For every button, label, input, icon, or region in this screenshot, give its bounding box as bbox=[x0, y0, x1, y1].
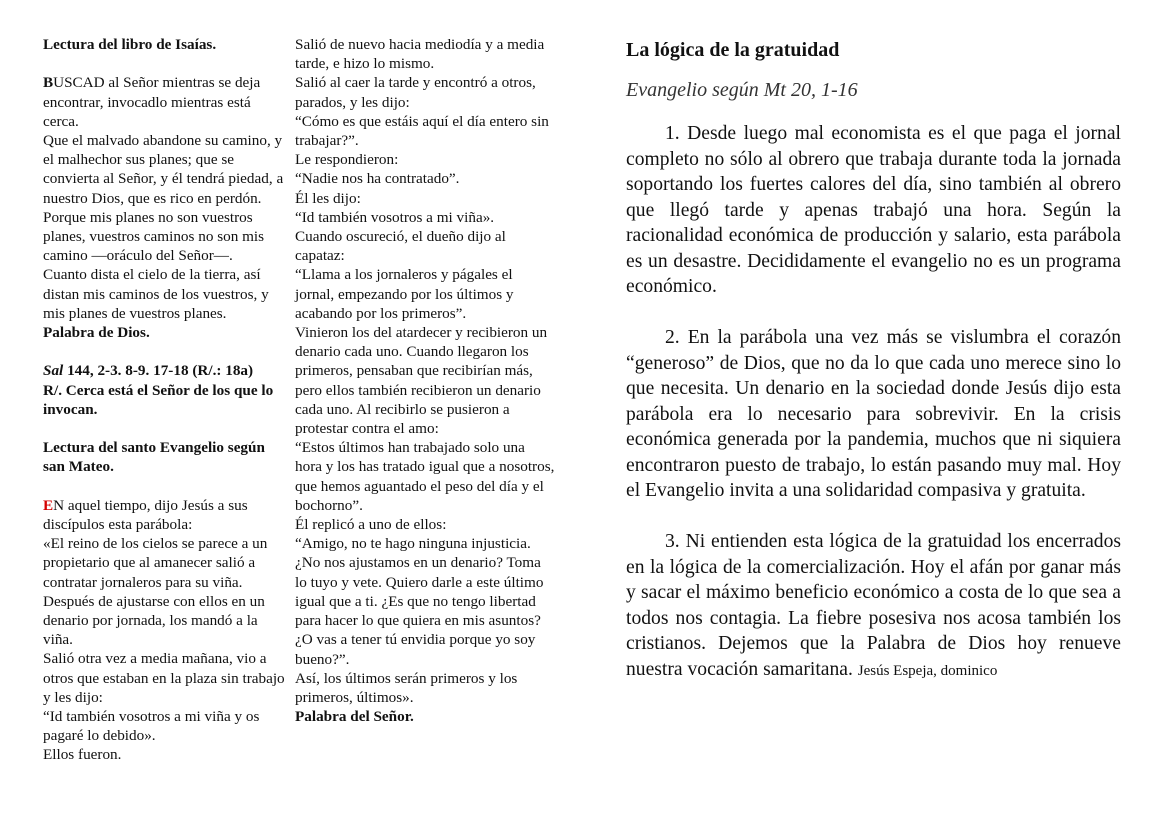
gospel-line: Vinieron los del atardecer y recibieron un denario cada uno. Cuando llegaron los primeros, pensaban que recibirían más, pero ellos también recibieron un denario cada uno. Al recibirlo se pusieron a protestar contra el amo: bbox=[295, 324, 548, 438]
commentary-paragraph-2: 2. En la parábola una vez más se vislumbra el corazón “generoso” de Dios, que no da lo que cada uno merece sino lo que necesita. Un denario en la sociedad donde Jesús dijo esta parábola era lo necesario para sobrevivir. En la crisis económica generada por la pandemia, muchos que ni siquiera encontraron puesto de trabajo, lo están pasando muy mal. Hoy el Evangelio invita a una solidaridad compasiva y gratuita. bbox=[626, 327, 1121, 501]
gospel-line: Él les dijo: bbox=[295, 189, 361, 207]
gospel-line: “Id también vosotros a mi viña y os pagaré lo debido». bbox=[43, 708, 260, 745]
psalm-ref-numbers: 144, 2-3. 8-9. 17-18 (R/.: 18a) bbox=[63, 362, 254, 380]
gospel-line: Salió otra vez a media mañana, vio a otros que estaban en la plaza sin trabajo y les dijo: bbox=[43, 650, 285, 706]
drop-initial-e: E bbox=[43, 496, 54, 514]
gospel-line: Él replicó a uno de ellos: bbox=[295, 516, 447, 534]
commentary-subtitle: Evangelio según Mt 20, 1-16 bbox=[626, 79, 858, 101]
commentary-page bbox=[626, 37, 1121, 684]
gospel-line: Ellos fueron. bbox=[43, 746, 122, 764]
commentary-paragraph-3-text: 3. Ni entienden esta lógica de la gratuidad los encerrados en la lógica de la comercialización. Hoy el afán por ganar más y sacar el máximo beneficio económico a costa de lo que sea a todos nos contagia. La fiebre posesiva nos acosa también los cristianos. Dejemos que la Palabra de Dios hoy renueve nuestra vocación samaritana. bbox=[626, 531, 1121, 680]
first-reading-line: Porque mis planes no son vuestros planes, vuestros caminos no son mis camino —oráculo del Señor—. bbox=[43, 208, 265, 265]
gospel-opening-text: N aquel tiempo, dijo Jesús a sus discípulos esta parábola: bbox=[43, 496, 248, 534]
gospel-closing: Palabra del Señor. bbox=[295, 708, 414, 726]
commentary-paragraph-3 bbox=[626, 529, 1121, 684]
drop-initial-b: B bbox=[43, 74, 54, 92]
first-reading-opening bbox=[43, 73, 287, 131]
gospel-line: “Estos últimos han trabajado solo una hora y los has tratado igual que a nosotros, que hemos aguantado el peso del día y el bochorno”. bbox=[295, 439, 555, 514]
gospel-line: Le respondieron: bbox=[295, 151, 399, 169]
psalm-ref-italic: Sal bbox=[43, 362, 64, 380]
gospel-line: Cuando oscureció, el dueño dijo al capataz: bbox=[295, 228, 506, 265]
gospel-line: Salió de nuevo hacia mediodía y a media tarde, e hizo lo mismo. bbox=[295, 36, 545, 73]
gospel-line: “Amigo, no te hago ninguna injusticia. ¿No nos ajustamos en un denario? Toma lo tuyo y vete. Quiero darle a este último igual que a ti. ¿Es que no tengo libertad para hacer lo que quiera en mis asuntos? ¿O vas a tener tú envidia porque yo soy bueno?”. bbox=[295, 535, 544, 668]
gospel-line: Después de ajustarse con ellos en un denario por jornada, los mandó a la viña. bbox=[43, 592, 265, 649]
gospel-line: “Cómo es que estáis aquí el día entero sin trabajar?”. bbox=[295, 112, 549, 150]
first-reading-line: Cuanto dista el cielo de la tierra, así distan mis caminos de los vuestros, y mis planes de vuestros planes. bbox=[43, 266, 269, 322]
readings-column-2 bbox=[295, 35, 555, 726]
readings-column-1 bbox=[43, 35, 287, 765]
first-reading-heading: Lectura del libro de Isaías. bbox=[43, 36, 217, 53]
first-reading-line: Que el malvado abandone su camino, y el malhechor sus planes; que se convierta al Señor, y él tendrá piedad, a nuestro Dios, que es rico en perdón. bbox=[43, 132, 284, 207]
gospel-line: “Llama a los jornaleros y págales el jornal, empezando por los últimos y acabando por los primeros”. bbox=[295, 266, 514, 322]
first-reading-closing: Palabra de Dios. bbox=[43, 324, 150, 342]
gospel-line: Salió al caer la tarde y encontró a otros, parados, y les dijo: bbox=[295, 74, 536, 111]
psalm-response: R/. Cerca está el Señor de los que lo invocan. bbox=[43, 381, 274, 418]
commentary-paragraph-1: 1. Desde luego mal economista es el que paga el jornal completo no sólo al obrero que trabaja durante toda la jornada soportando los fuertes calores del día, sino también al obrero que llegó tarde y apenas trabajó una hora. Según la racionalidad económica de producción y salario, esta parábola es un desastre. Decididamente el evangelio no es un programa económico. bbox=[626, 123, 1121, 297]
gospel-heading: Lectura del santo Evangelio según san Mateo. bbox=[43, 439, 265, 476]
gospel-line: Así, los últimos serán primeros y los primeros, últimos». bbox=[295, 669, 518, 706]
psalm-reference bbox=[43, 361, 287, 380]
commentary-title: La lógica de la gratuidad bbox=[626, 39, 840, 61]
gospel-line: “Id también vosotros a mi viña». bbox=[295, 208, 495, 226]
first-reading-opening-text: USCAD al Señor mientras se deja encontrar, invocadlo mientras está cerca. bbox=[43, 74, 261, 130]
author-signature: Jesús Espeja, dominico bbox=[857, 662, 998, 679]
gospel-opening bbox=[43, 496, 287, 534]
gospel-line: «El reino de los cielos se parece a un propietario que al amanecer salió a contratar jornaleros para su viña. bbox=[43, 535, 268, 591]
gospel-line: “Nadie nos ha contratado”. bbox=[295, 170, 460, 188]
